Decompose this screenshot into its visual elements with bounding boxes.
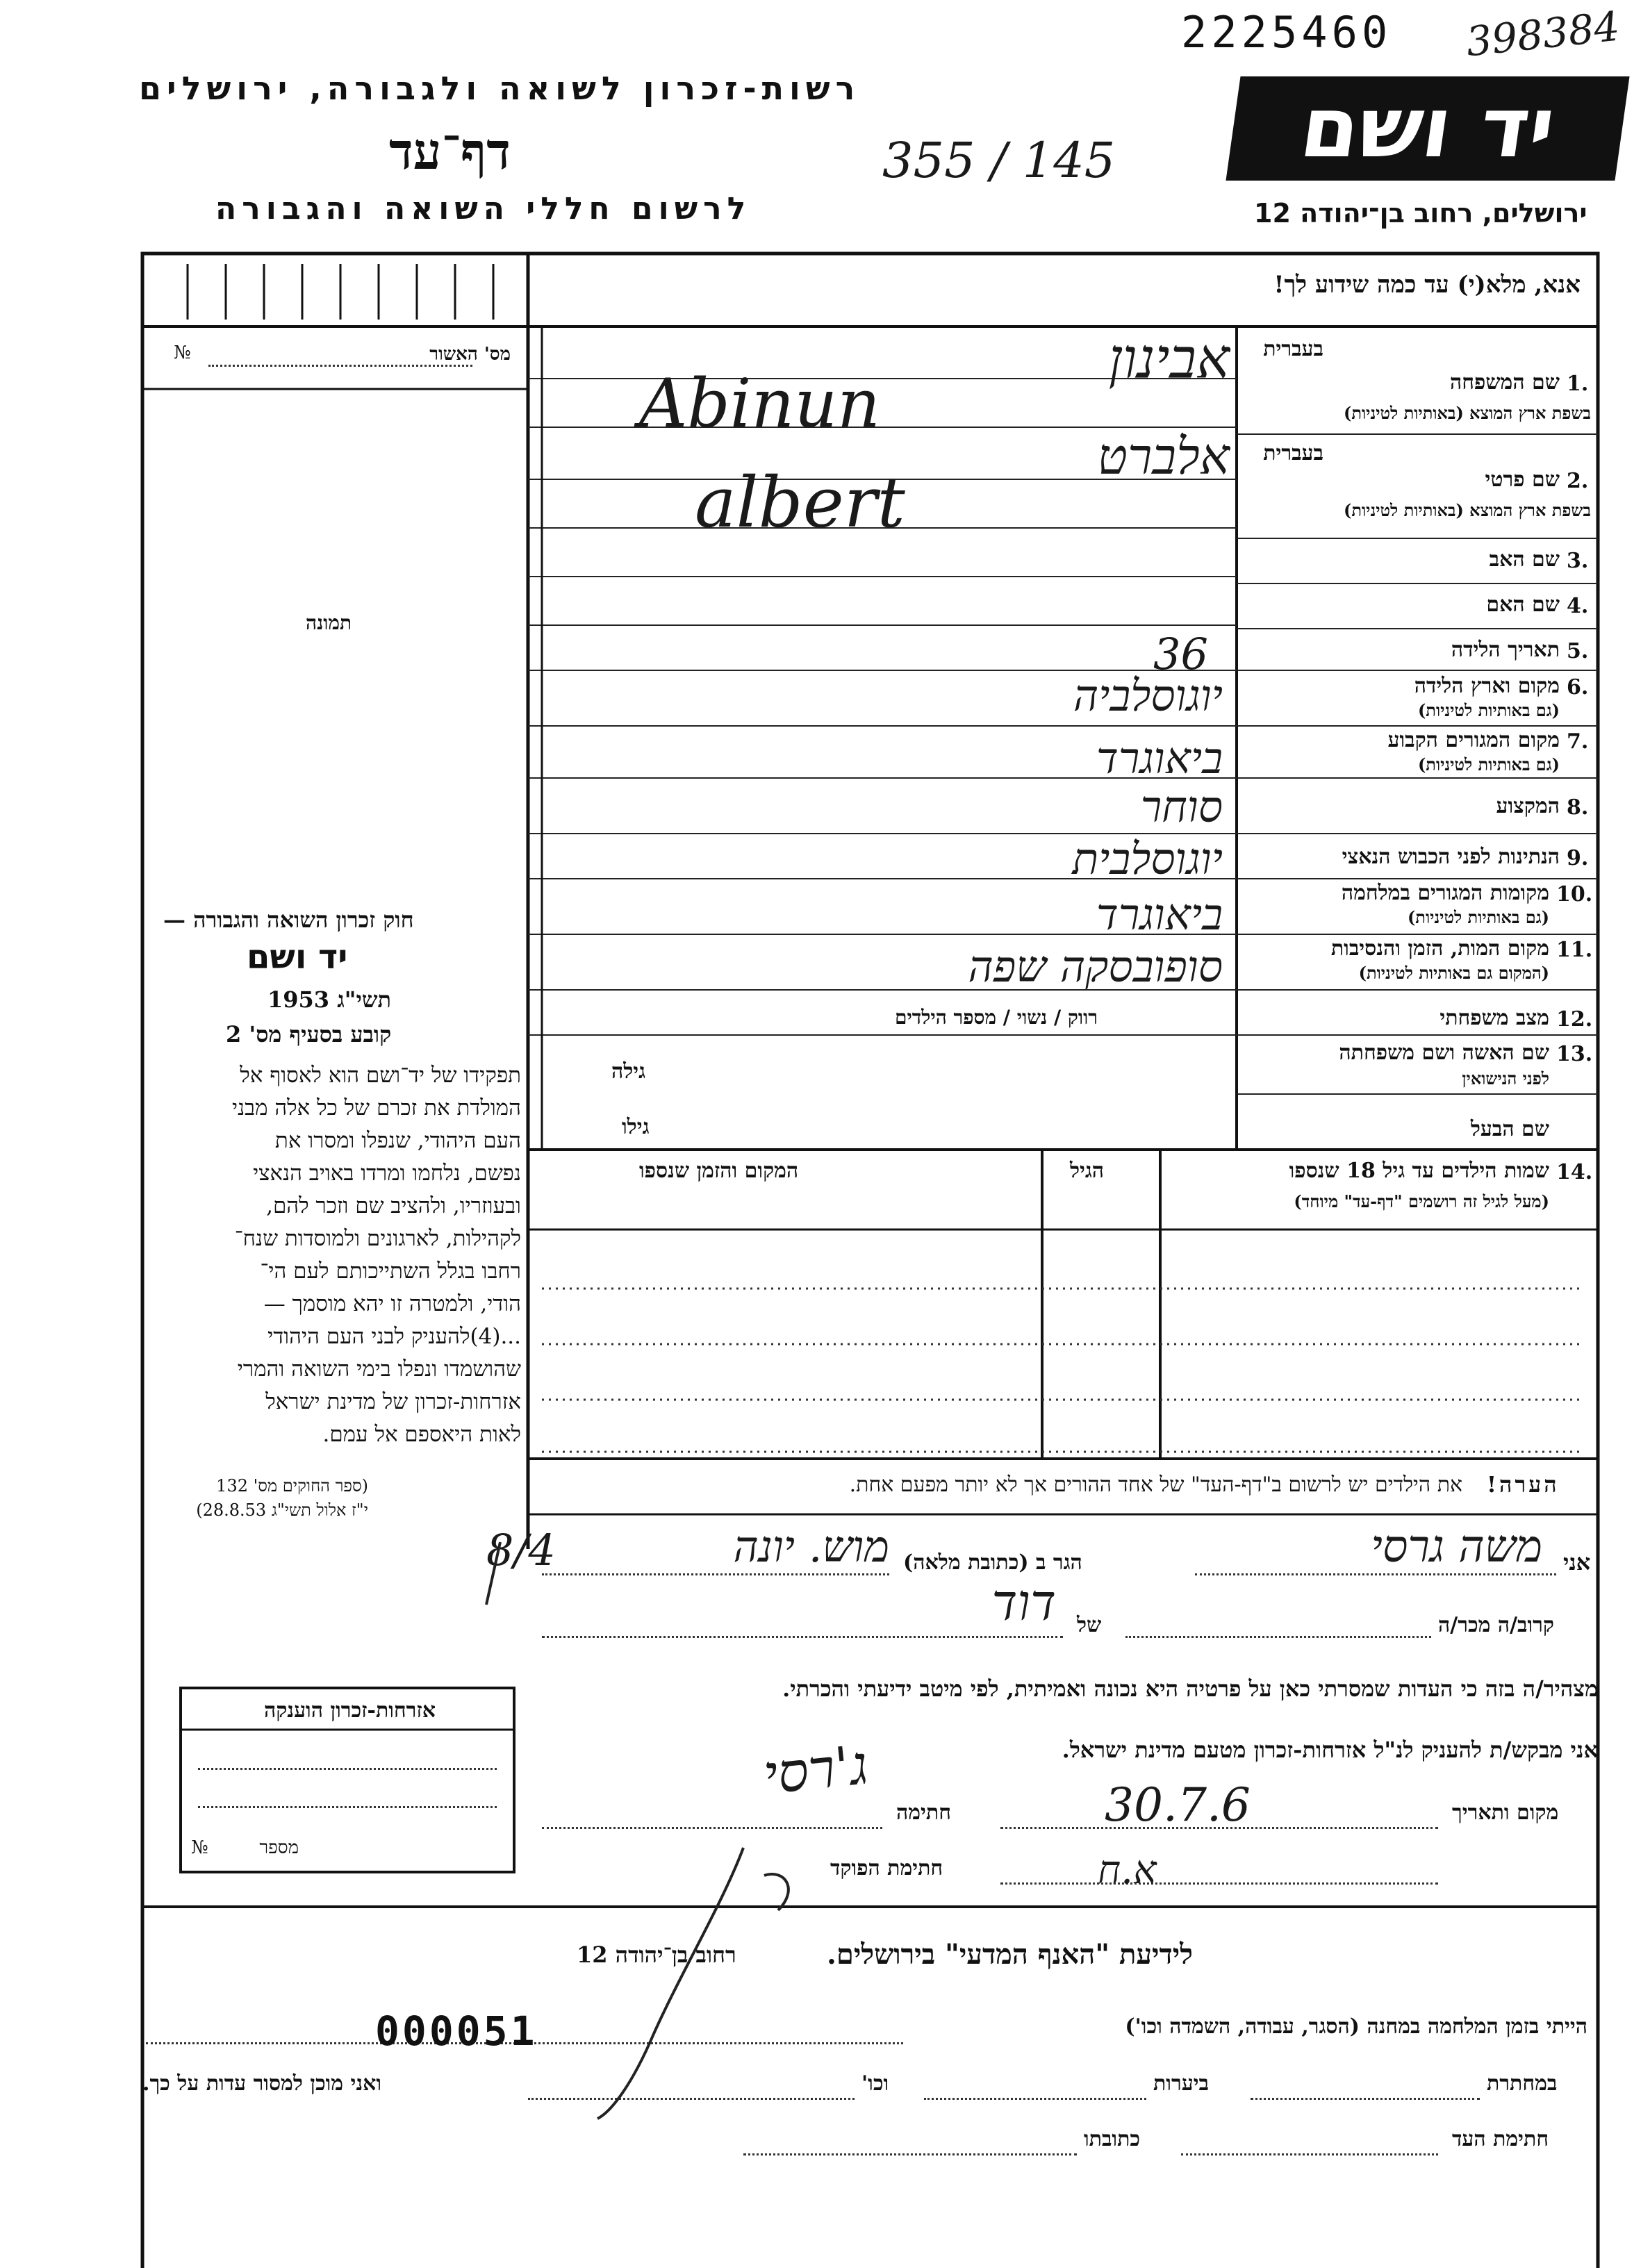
photo-label: תמונה	[306, 611, 352, 634]
stamp-number: 000051	[375, 2008, 538, 2055]
children-place-header: המקום והזמן שנספו	[639, 1159, 799, 1183]
field-12-number: 12.	[1556, 1007, 1593, 1032]
field-2-label: שם פרטי	[1485, 467, 1560, 492]
field-2-number: 2.	[1567, 469, 1589, 493]
field-11-number: 11.	[1556, 938, 1593, 962]
relative-line	[1125, 1636, 1431, 1638]
field-4-label: שם האם	[1486, 593, 1560, 617]
witness-signature-label: חתימת העד	[1452, 2127, 1549, 2151]
field-13-number: 13.	[1556, 1042, 1593, 1066]
surname-hebrew-value: אבינון	[1108, 326, 1230, 391]
ready-to-testify-label: ואני מוכן למסור עדות על כך.	[142, 2071, 382, 2096]
death-place-value: סופובסקה שפה	[968, 941, 1223, 992]
field-12-label: מצב משפחתי	[1439, 1006, 1549, 1030]
field-5-label: תאריך הלידה	[1451, 638, 1560, 662]
field-5-number: 5.	[1567, 639, 1589, 663]
signature-line	[542, 1827, 882, 1829]
children-number: 14.	[1556, 1160, 1593, 1184]
declarant-label: אני	[1563, 1549, 1591, 1575]
citizenship-box-title: אזרחות-זכרון הוענקה	[264, 1698, 436, 1723]
field-9-number: 9.	[1567, 846, 1589, 870]
forests-line	[924, 2098, 1146, 2100]
field-13-sub: לפני הנישואין	[1462, 1068, 1549, 1089]
address-label: הגר ב (כתובת מלאה)	[903, 1550, 1082, 1575]
officer-signature-label: חתימת הפוקד	[830, 1856, 943, 1880]
law-line: המולדת את זכרם של כל אלה מבני	[231, 1095, 521, 1120]
law-text-block	[146, 1059, 521, 1451]
citizenship-request: אני מבקש/ת להעניק לנ"ל אזרחות-זכרון מטעם מדינת ישראל.	[1062, 1737, 1598, 1763]
camp-line-label: הייתי בזמן המלחמה במחנה (הסגר, עבודה, השמדה וכו')	[1125, 2014, 1587, 2039]
law-line: שהושמדו ונפלו בימי השואה והמרי	[237, 1357, 521, 1382]
approval-no-sign: №	[174, 342, 191, 363]
declarant-address-value: מוש. יונה	[733, 1521, 889, 1572]
declarant-line	[1195, 1573, 1556, 1575]
field-10-label: מקומות המגורים במלחמה	[1341, 881, 1549, 905]
approval-number-label: מס' האשור	[429, 344, 511, 365]
declarant-name-value: משה גרסי	[1371, 1521, 1542, 1573]
law-year: תשי"ג 1953	[267, 986, 391, 1013]
law-line: לקהילות, לארגונים ולמוסדות שנח־	[234, 1226, 521, 1251]
field-1-sub: בשפת ארץ המוצא (באותיות לטיניות)	[1344, 403, 1591, 423]
field-13-label: שם האשה ושם משפחתה	[1339, 1041, 1549, 1065]
field-10-number: 10.	[1556, 882, 1593, 907]
law-reference-1: (ספר החוקים מס' 132	[216, 1476, 368, 1496]
field-9-label: הנתינות לפני הכבוש הנאצי	[1342, 845, 1560, 869]
witness-line	[1181, 2153, 1438, 2155]
yad-vashem-logo: יד ושם	[1226, 76, 1629, 181]
law-line: הודי, ולמטרה זו יהא מוסמך —	[263, 1291, 521, 1316]
law-line: לאות היאספם אל עמם.	[322, 1422, 521, 1447]
residence-value: ביאוגרד	[1096, 733, 1223, 784]
witness-address-line	[743, 2153, 1077, 2155]
field-11-label: מקום המות, הזמן והנסיבות	[1330, 936, 1549, 961]
law-title: חוק זכרון השואה והגבורה —	[163, 907, 414, 933]
address-line	[542, 1573, 889, 1575]
address-extra-value: 8/4	[486, 1525, 556, 1575]
field-1-number: 1.	[1567, 372, 1589, 396]
children-age-header: הגיל	[1070, 1159, 1105, 1183]
authority-name: רשות-זכרון לשואה ולגבורה, ירושלים	[139, 69, 861, 107]
field-10-sub: (גם באותיות לטיניות)	[1407, 907, 1549, 927]
forests-label: ביערות	[1153, 2071, 1210, 2096]
wife-age-label: גילה	[611, 1059, 646, 1084]
field-8-number: 8.	[1567, 795, 1589, 820]
law-line: ובעוזריו, ולהציב שם וזכר להם,	[266, 1193, 521, 1218]
children-label: שמות הילדים עד גיל 18 שנספו	[1289, 1159, 1549, 1183]
note-label: הערה!	[1487, 1471, 1560, 1498]
signature-label: חתימה	[896, 1801, 951, 1825]
nationality-value: יוגוסלבית	[1072, 834, 1223, 884]
field-7-number: 7.	[1567, 729, 1589, 754]
relative-label: קרוב/ה מכר/ה	[1438, 1613, 1554, 1637]
wartime-residence-value: ביאוגרד	[1096, 889, 1223, 940]
etc-line	[528, 2098, 855, 2100]
law-line: נפשם, נלחמו ומרדו באויב הנאצי	[253, 1161, 521, 1186]
field-6-label: מקום וארץ הלידה	[1414, 674, 1560, 698]
law-clause: קובע בסעיף מס' 2	[226, 1021, 392, 1048]
field-3-number: 3.	[1567, 549, 1589, 573]
law-reference-2: י"ז אלול תשי"ג 28.8.53)	[196, 1500, 368, 1520]
place-date-value: 30.7.6	[1105, 1778, 1251, 1832]
children-sub: (מעל לגיל זה רושמים "דף-עד" מיוחד)	[1294, 1191, 1549, 1211]
of-value: דוד	[991, 1573, 1056, 1632]
field-7-sub: (גם באותיות לטיניות)	[1417, 754, 1560, 775]
form-title: דף־עד	[389, 122, 511, 181]
handwritten-page-number: 355 / 145	[882, 132, 1116, 189]
place-date-label: מקום ותאריך	[1452, 1801, 1559, 1825]
underground-label: במחתרת	[1487, 2071, 1558, 2096]
law-line: תפקידו של יד־ושם הוא לאסוף אל	[240, 1063, 521, 1088]
officer-signature-value: א.ח	[1098, 1848, 1157, 1893]
field-7-label: מקום המגורים הקבוע	[1387, 728, 1560, 752]
approval-number-line	[208, 365, 472, 367]
law-line: העם היהודי, שנפלו ומסרו את	[274, 1128, 521, 1153]
birth-date-value: 36	[1153, 629, 1208, 679]
of-label: של	[1077, 1613, 1102, 1637]
bottom-title: לידיעת "האנף המדעי" בירושלים.	[827, 1938, 1193, 1971]
field-2-sub: בשפת ארץ המוצא (באותיות לטיניות)	[1344, 500, 1591, 520]
citizenship-number-label: מספר	[259, 1837, 299, 1858]
field-1-hebrew-tag: בעברית	[1263, 337, 1323, 361]
form-subtitle: לרשום חללי השואה והגבורה	[215, 191, 752, 226]
citizenship-line-2	[198, 1806, 497, 1808]
underground-line	[1251, 2098, 1480, 2100]
law-line: רחבו בגלל השתייכותם לעם הי־	[260, 1259, 521, 1284]
witness-address-label: כתובתו	[1084, 2127, 1141, 2151]
handwritten-serial: 398384	[1464, 2, 1622, 66]
field-1-label: שם המשפחה	[1449, 370, 1560, 395]
signature-value: ג'רסי	[760, 1734, 871, 1807]
occupation-value: סוחר	[1140, 781, 1223, 832]
declaration-statement: מצהיר/ה בזה כי העדות שמסרתי כאן על פרטיה היא נכונה ואמיתית, לפי מיטב ידיעתי והכרתי.	[782, 1675, 1598, 1702]
field-11-sub: (המקום גם באותיות לטיניות)	[1358, 963, 1549, 983]
serial-number: 2225460	[1181, 7, 1392, 58]
note-text: את הילדים יש לרשום ב"דף-העד" של אחד ההורים אך לא יותר מפעם אחת.	[849, 1473, 1462, 1497]
of-line	[542, 1636, 1063, 1638]
marital-status-options: רווק / נשוי / מספר הילדים	[894, 1006, 1098, 1029]
citizenship-no-sign: №	[191, 1837, 208, 1858]
officer-line	[1000, 1882, 1438, 1885]
field-6-sub: (גם באותיות לטיניות)	[1417, 700, 1560, 720]
birthplace-value: יוגוסלביה	[1073, 670, 1223, 721]
address: ירושלים, רחוב בן־יהודה 12	[1254, 198, 1587, 229]
husband-name-label: שם הבעל	[1470, 1117, 1549, 1141]
field-4-number: 4.	[1567, 594, 1589, 618]
field-6-number: 6.	[1567, 675, 1589, 700]
husband-age-label: גילו	[622, 1115, 650, 1139]
firstname-hebrew-value: אלברט	[1097, 427, 1230, 486]
citizenship-line-1	[198, 1768, 497, 1770]
law-line: ...(4)להעניק לבני העם היהודי	[267, 1324, 521, 1349]
surname-latin-value: Abinun	[639, 365, 880, 442]
instruction-text: אנא, מלא(י) עד כמה שידוע לך!	[1273, 271, 1581, 299]
bottom-address: רחוב בן־יהודה 12	[577, 1942, 736, 1968]
field-8-label: המקצוע	[1496, 794, 1560, 818]
field-3-label: שם האב	[1489, 547, 1560, 572]
firstname-latin-value: albert	[695, 462, 905, 543]
field-2-hebrew-tag: בעברית	[1263, 441, 1323, 465]
law-line: אזרחות-זכרון של מדינת ישראל	[265, 1389, 521, 1414]
law-name: יד ושם	[247, 938, 348, 977]
etc-label: וכו'	[861, 2071, 889, 2096]
